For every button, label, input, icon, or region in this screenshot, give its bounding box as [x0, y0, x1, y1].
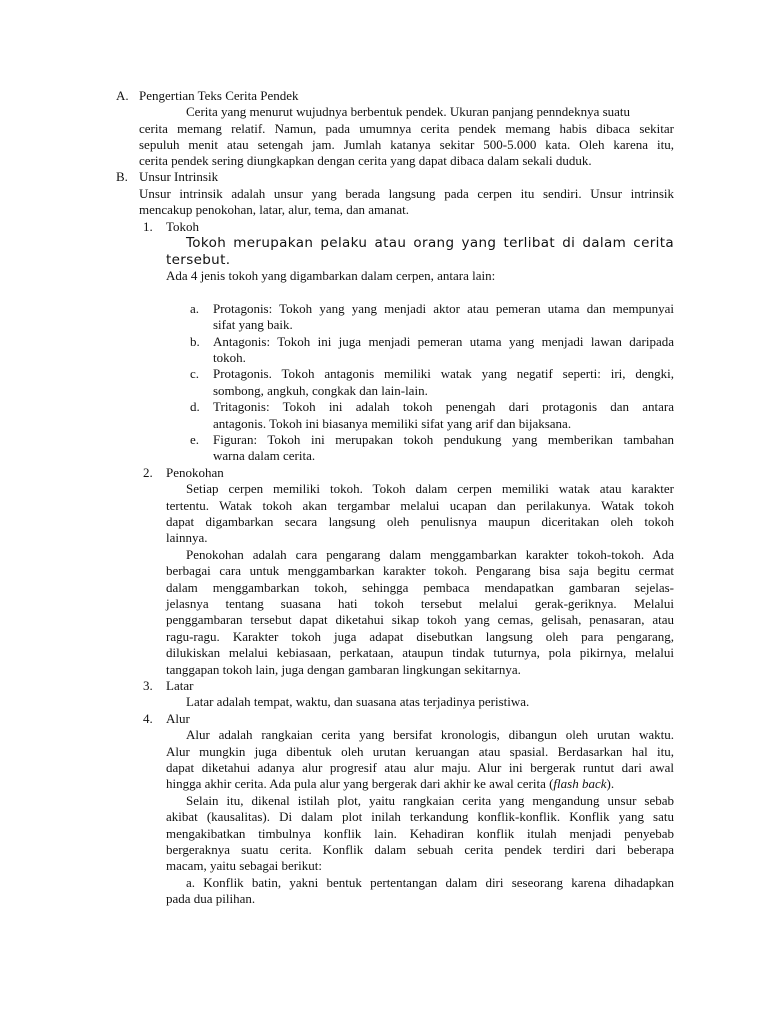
item-2-paragraph-line: dalam menggambarkan tokoh, sehingga pembaca mendapatkan gambaran sejelas- [166, 580, 674, 595]
item-4-paragraph-line: dapat diketahui adanya alur progresif atau alur maju. Alur ini bergerak runtut dari awal [166, 760, 674, 775]
section-a-paragraph-line: cerita memang relatif. Namun, pada umumnya cerita pendek memang habis dibaca sekitar [139, 121, 674, 136]
item-4-text-prefix: hingga akhir cerita. Ada pula alur yang bergerak dari akhir ke awal cerita ( [166, 776, 554, 791]
item-3-heading: Latar [166, 678, 194, 693]
item-4-paragraph-line: akibat (kausalitas). Di dalam plot inilah terkandung konflik-konflik. Konflik yang satu [166, 809, 674, 824]
item-4-paragraph-line: bergeraknya suatu cerita. Konflik dalam sebuah cerita pendek terdiri dari beberapa [166, 842, 674, 857]
item-2-marker: 2. [143, 465, 153, 480]
section-a-paragraph-line: cerita pendek sering diungkapkan dengan cerita yang dapat dibaca dalam sekali duduk. [139, 153, 592, 168]
item-1-marker: 1. [143, 219, 153, 234]
section-a-paragraph-line: Cerita yang menurut wujudnya berbentuk pendek. Ukuran panjang penndeknya suatu [186, 104, 631, 119]
item-2-paragraph-line: Setiap cerpen memiliki tokoh. Tokoh dalam cerpen memiliki watak atau karakter [186, 481, 674, 496]
section-b-intro-line: Unsur intrinsik adalah unsur yang berada langsung pada cerpen itu sendiri. Unsur intrinsik [139, 186, 674, 201]
item-4-italic-term: flash back [553, 776, 607, 791]
item-2-paragraph-line: dilukiskan melalui kebiasaan, perkataan, ataupun tindak tuturnya, pola pikirnya, melalui [166, 645, 674, 660]
item-4-paragraph-line [166, 776, 614, 792]
subitem-line: sombong, angkuh, congkak dan lain-lain. [213, 383, 428, 398]
subitem-line: warna dalam cerita. [213, 448, 316, 463]
item-3-marker: 3. [143, 678, 153, 693]
subitem-marker: d. [190, 399, 200, 414]
item-2-paragraph-line: lainnya. [166, 530, 208, 545]
item-2-paragraph-line: Penokohan adalah cara pengarang dalam menggambarkan karakter tokoh-tokoh. Ada [186, 547, 674, 562]
section-b-intro-line: mencakup penokohan, latar, alur, tema, dan amanat. [139, 202, 410, 217]
subitem-line: Tritagonis: Tokoh ini adalah tokoh penengah dari protagonis dan antara [213, 399, 674, 414]
item-2-paragraph-line: ragu-ragu. Karakter tokoh juga adapat disebutkan langsung oleh para pengarang, [166, 629, 674, 644]
item-2-heading: Penokohan [166, 465, 224, 480]
item-4-paragraph-line: Alur mungkin juga dibentuk oleh urutan keruangan atau spasial. Berdasarkan hal itu, [166, 744, 674, 759]
item-4-paragraph-line: a. Konflik batin, yakni bentuk pertentangan dalam diri seseorang karena dihadapkan [186, 875, 674, 890]
item-4-text-suffix: ). [606, 776, 615, 791]
subitem-marker: e. [190, 432, 200, 447]
subitem-line: antagonis. Tokoh ini biasanya memiliki sifat yang arif dan bijaksana. [213, 416, 572, 431]
item-2-paragraph-line: berbagai cara untuk menggambarkan karakter tokoh. Pengarang bisa saja begitu cermat [166, 563, 674, 578]
subitem-line: Protagonis. Tokoh antagonis memiliki watak yang negatif seperti: iri, dengki, [213, 366, 674, 381]
section-a-marker: A. [116, 88, 129, 103]
item-1-definition-line: Tokoh merupakan pelaku atau orang yang terlibat di dalam cerita [186, 235, 674, 251]
section-a-heading: Pengertian Teks Cerita Pendek [139, 88, 299, 103]
item-4-paragraph-line: Alur adalah rangkaian cerita yang bersifat kronologis, dibangun oleh urutan waktu. [186, 727, 674, 742]
subitem-marker: b. [190, 334, 200, 349]
subitem-line: Protagonis: Tokoh yang yang menjadi aktor atau pemeran utama dan mempunyai [213, 301, 674, 316]
subitem-line: Antagonis: Tokoh ini juga menjadi pemeran utama yang menjadi lawan daripada [213, 334, 674, 349]
subitem-line: tokoh. [213, 350, 246, 365]
subitem-marker: a. [190, 301, 200, 316]
item-4-paragraph-line: Selain itu, dikenal istilah plot, yaitu rangkaian cerita yang mengandung unsur sebab [186, 793, 674, 808]
subitem-line: sifat yang baik. [213, 317, 293, 332]
item-4-paragraph-line: mengakibatkan timbulnya konflik lain. Kehadiran konflik itulah menjadi penyebab [166, 826, 674, 841]
item-3-paragraph-line: Latar adalah tempat, waktu, dan suasana atas terjadinya peristiwa. [186, 694, 530, 709]
section-b-heading: Unsur Intrinsik [139, 169, 219, 184]
subitem-line: Figuran: Tokoh ini merupakan tokoh pendukung yang memberikan tambahan [213, 432, 674, 447]
section-a-paragraph-line: sepuluh menit atau setengah jam. Jumlah katanya sekitar 500-5.000 kata. Oleh karena itu, [139, 137, 674, 152]
item-1-heading: Tokoh [166, 219, 200, 234]
item-4-heading: Alur [166, 711, 190, 726]
item-4-paragraph-line: macam, yaitu sebagai berikut: [166, 858, 322, 873]
item-2-paragraph-line: dapat digambarkan secara langsung oleh penulisnya maupun diceritakan oleh tokoh [166, 514, 674, 529]
item-1-intro-line: Ada 4 jenis tokoh yang digambarkan dalam cerpen, antara lain: [166, 268, 496, 283]
item-4-marker: 4. [143, 711, 153, 726]
item-1-definition-line: tersebut. [166, 252, 231, 268]
section-b-marker: B. [116, 169, 128, 184]
item-2-paragraph-line: penggambaran tersebut dapat diketahui sikap tokoh yang cemas, gelisah, penasaran, atau [166, 612, 674, 627]
item-2-paragraph-line: tanggapan tokoh lain, juga dengan gambaran lingkungan sekitarnya. [166, 662, 521, 677]
item-4-paragraph-line: pada dua pilihan. [166, 891, 256, 906]
subitem-marker: c. [190, 366, 200, 381]
item-2-paragraph-line: tertentu. Watak tokoh akan tergambar melalui ucapan dan perilakunya. Watak tokoh [166, 498, 674, 513]
item-2-paragraph-line: jelasnya tentang suasana hati tokoh tersebut melalui gerak-geriknya. Melalui [166, 596, 674, 611]
